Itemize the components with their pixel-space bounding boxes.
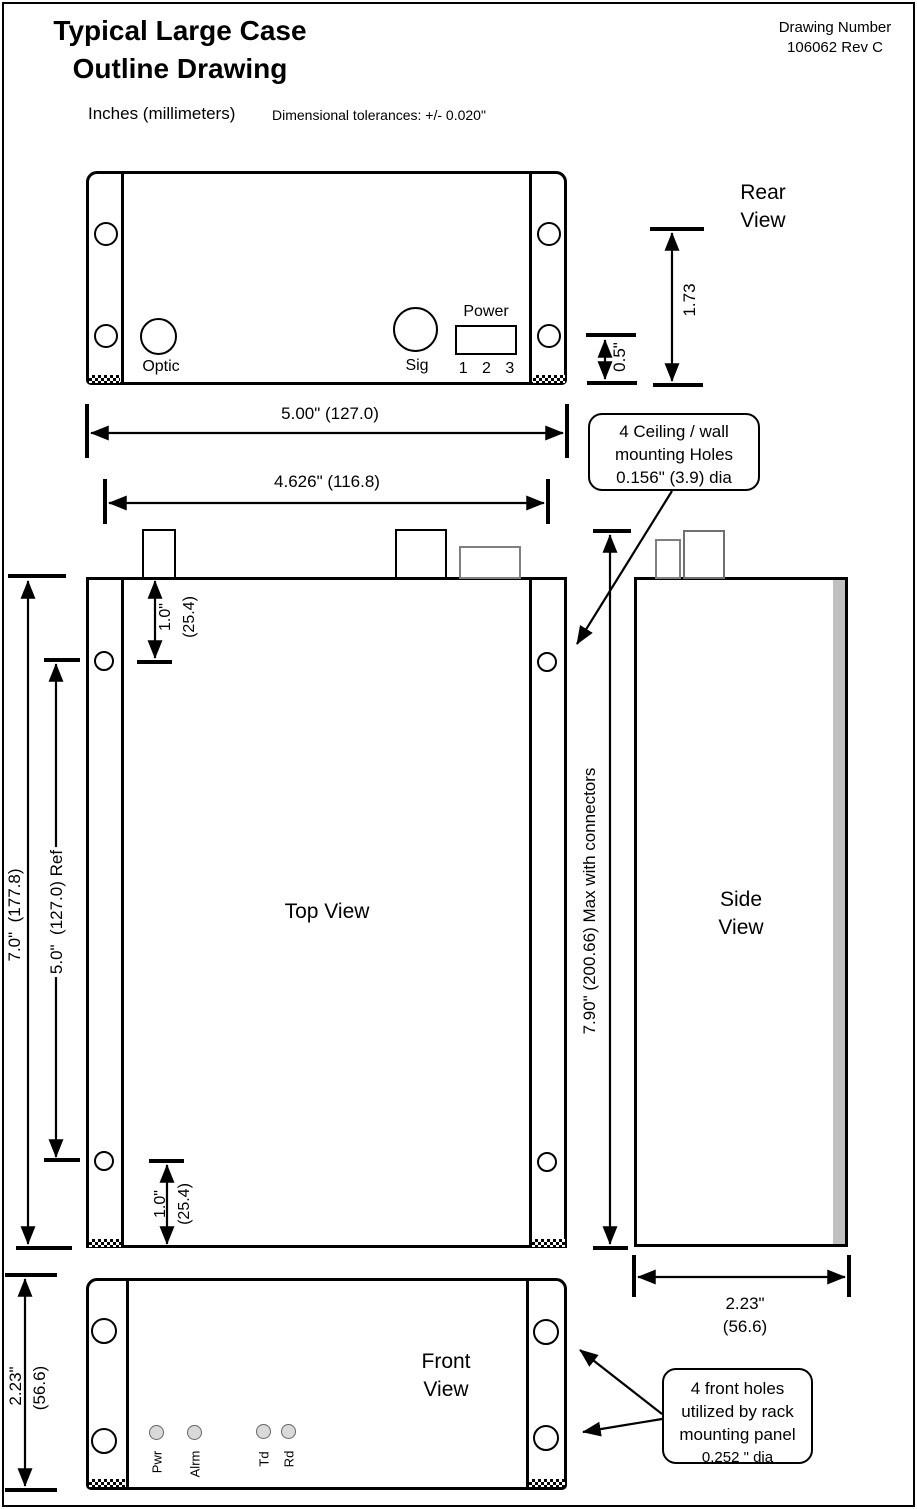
- front-hole-bottom-left: [91, 1428, 117, 1454]
- front-right-hatch: [529, 1479, 565, 1487]
- front-left-flange-line: [126, 1280, 129, 1488]
- sig-connector: [393, 307, 438, 352]
- optic-label: Optic: [142, 358, 180, 375]
- top-connector-power: [459, 546, 521, 579]
- rear-mounting-hole-bottom-right: [537, 324, 561, 348]
- dim-rear-bottom-label: 0.5": [610, 342, 629, 372]
- side-connector-small: [655, 539, 681, 579]
- top-mounting-hole-top-right: [537, 652, 557, 672]
- top-mounting-hole-top-left: [94, 651, 114, 671]
- top-left-hatch: [89, 1239, 121, 1247]
- rear-mounting-hole-bottom-left: [94, 324, 118, 348]
- drawing-number-value: 106062 Rev C: [787, 39, 883, 56]
- led-rd-label: Rd: [281, 1450, 297, 1468]
- front-view-label: Front View: [421, 1350, 471, 1401]
- ceiling-holes-callout: 4 Ceiling / wall mounting Holes 0.156" (3.9) dia: [588, 413, 760, 491]
- side-view-label: Side View: [718, 888, 764, 939]
- led-alrm: [187, 1425, 202, 1440]
- top-mounting-hole-bottom-left: [94, 1151, 114, 1171]
- dim-front-height-in: 2.23": [6, 1366, 25, 1406]
- front-right-flange-line: [526, 1280, 529, 1488]
- front-hole-bottom-right: [533, 1425, 559, 1451]
- led-rd: [281, 1424, 296, 1439]
- rear-right-flange-line: [529, 173, 532, 383]
- tolerance-note: Dimensional tolerances: +/- 0.020": [272, 107, 486, 123]
- front-hole-top-right: [533, 1319, 559, 1345]
- led-pwr: [149, 1425, 164, 1440]
- dim-front-height-mm: (56.6): [30, 1365, 49, 1411]
- top-mounting-hole-bottom-right: [537, 1152, 557, 1172]
- dim-max-height-label: 7.90" (200.66) Max with connectors: [580, 767, 599, 1035]
- led-td-label: Td: [256, 1451, 272, 1467]
- top-right-flange-line: [529, 580, 532, 1245]
- led-td: [256, 1424, 271, 1439]
- page-title: [30, 12, 330, 88]
- top-right-hatch: [532, 1239, 565, 1247]
- rear-mounting-hole-top-right: [537, 222, 561, 246]
- dim-inset-bottom-in: 1.0": [152, 1190, 169, 1218]
- rear-left-flange-line: [121, 173, 124, 383]
- drawing-number-block: [745, 18, 917, 58]
- power-terminal-block: [455, 325, 517, 355]
- page-title-line1: Typical Large Case: [53, 15, 307, 46]
- front-hole-top-left: [91, 1318, 117, 1344]
- drawing-number-label: Drawing Number: [778, 19, 892, 36]
- dim-inset-top-in: 1.0": [157, 603, 174, 631]
- optic-connector: [140, 318, 177, 355]
- rear-mounting-hole-top-left: [94, 222, 118, 246]
- dim-hole-width-label: 4.626" (116.8): [274, 472, 380, 491]
- front-holes-callout: 4 front holes utilized by rack mounting panel 0.252 " dia: [662, 1368, 813, 1464]
- dim-inset-top-mm: (25.4): [181, 596, 198, 638]
- dim-hole-span-label: 5.0" (127.0) Ref: [47, 847, 67, 977]
- rear-right-hatch: [533, 375, 565, 383]
- front-left-hatch: [89, 1479, 125, 1487]
- top-connector-sig: [395, 529, 447, 579]
- top-view-label: Top View: [284, 900, 370, 923]
- dim-overall-width-label: 5.00" (127.0): [281, 404, 379, 423]
- dim-side-width-mm: (56.6): [722, 1317, 768, 1336]
- power-pins-label: 1 2 3: [458, 360, 520, 377]
- side-panel-strip: [833, 580, 845, 1244]
- top-left-flange-line: [121, 580, 124, 1245]
- led-alrm-label: Alrm: [187, 1450, 203, 1478]
- dim-top-height-label: 7.0" (177.8): [5, 868, 24, 962]
- led-pwr-label: Pwr: [149, 1450, 165, 1474]
- side-connector-large: [683, 530, 725, 579]
- rear-view-label: Rear View: [740, 181, 786, 232]
- rear-left-hatch: [89, 375, 120, 383]
- power-label: Power: [463, 303, 509, 320]
- dim-side-width-in: 2.23": [725, 1294, 765, 1313]
- top-connector-bnc: [142, 529, 176, 579]
- dim-inset-bottom-mm: (25.4): [176, 1183, 193, 1225]
- units-note: Inches (millimeters): [88, 104, 236, 123]
- sig-label: Sig: [405, 357, 429, 374]
- dim-rear-height-label: 1.73: [680, 283, 699, 317]
- page-title-line2: Outline Drawing: [72, 53, 288, 84]
